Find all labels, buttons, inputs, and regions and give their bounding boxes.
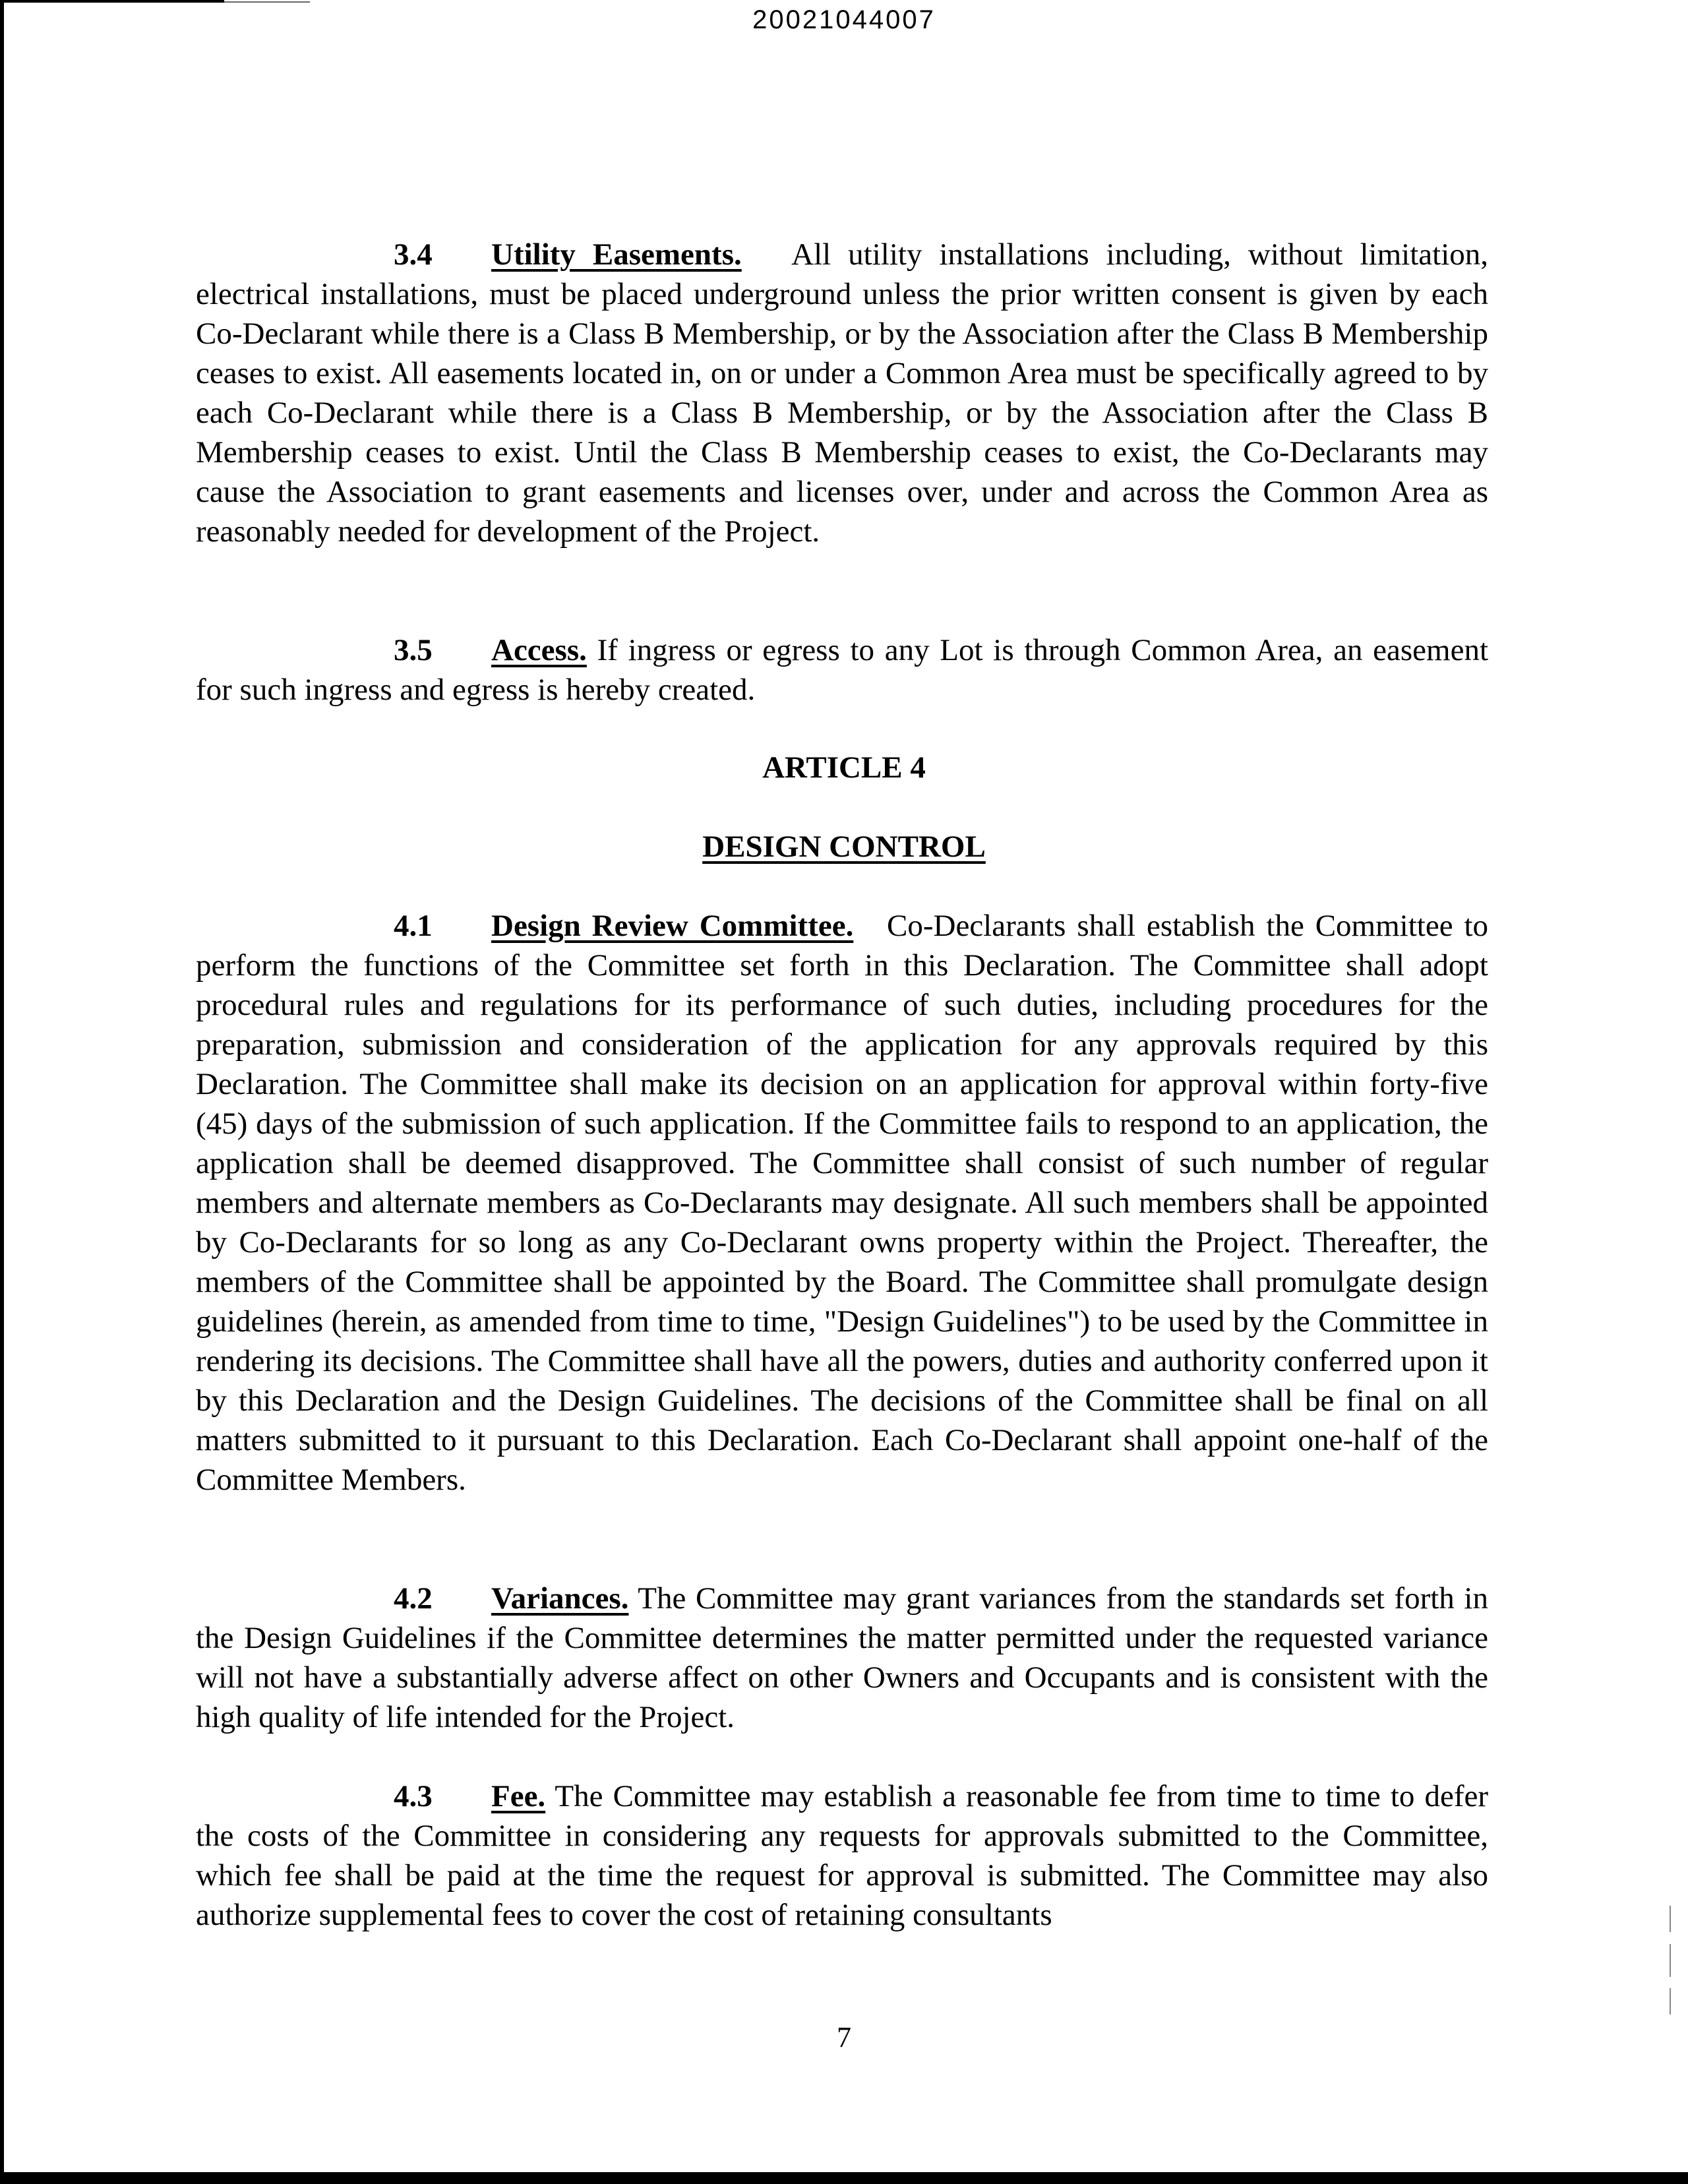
article-subtitle bbox=[0, 827, 1688, 866]
section-heading: Utility Easements. bbox=[491, 237, 742, 272]
section-heading: Fee. bbox=[491, 1779, 546, 1813]
section-3-5 bbox=[196, 630, 1488, 710]
section-heading: Access. bbox=[491, 633, 587, 667]
page-number: 7 bbox=[837, 2021, 851, 2053]
section-body: Co-Declarants shall establish the Committee to perform the functions of the Committee set forth in this Declaration. The Committee shall adopt procedural rules and regulations for its performance of such duties, including procedures for the preparation, submission and consideration of the application for any approvals required by this Declaration. The Committee shall make its decision on an application for approval within forty-five (45) days of the submission of such application. If the Committee fails to respond to an application, the application shall be deemed disapproved. The Committee shall consist of such number of regular members and alternate members as Co-Declarants may designate. All such members shall be appointed by Co-Declarants for so long as any Co-Declarant owns property within the Project. Thereafter, the members of the Committee shall be appointed by the Board. The Committee shall promulgate design guidelines (herein, as amended from time to time, "Design Guidelines") to be used by the Committee in rendering its decisions. The Committee shall have all the powers, duties and authority conferred upon it by this Declaration and the Design Guidelines. The decisions of the Committee shall be final on all matters submitted to it pursuant to this Declaration. Each Co-Declarant shall appoint one-half of the Committee Members. bbox=[196, 909, 1489, 1497]
scan-mark bbox=[1670, 1988, 1671, 2015]
section-heading: Design Review Committee. bbox=[491, 909, 854, 943]
section-4-2 bbox=[196, 1579, 1488, 1737]
section-paragraph bbox=[196, 630, 1488, 710]
section-paragraph bbox=[196, 906, 1488, 1500]
scan-border-bottom bbox=[0, 2172, 1688, 2184]
scan-mark bbox=[1670, 1944, 1671, 1977]
section-paragraph bbox=[196, 1776, 1488, 1935]
scan-border-top-faint bbox=[224, 1, 310, 3]
scan-border-left bbox=[0, 0, 4, 2184]
scan-mark bbox=[1670, 1906, 1671, 1932]
section-number: 3.5 bbox=[394, 633, 433, 667]
scan-border-top bbox=[0, 0, 224, 3]
section-paragraph bbox=[196, 1579, 1488, 1737]
section-4-3 bbox=[196, 1776, 1488, 1935]
article-title: ARTICLE 4 bbox=[762, 750, 926, 785]
section-body: The Committee may establish a reasonable fee from time to time to defer the costs of the Committee in considering any requests for approvals submitted to the Committee, which fee shall be paid at the time the request for approval is submitted. The Committee may also authorize supplemental fees to cover the cost of retaining consultants bbox=[196, 1779, 1488, 1932]
section-body: If ingress or egress to any Lot is through Common Area, an easement for such ingress and egress is hereby created. bbox=[196, 633, 1489, 707]
section-body: The Committee may grant variances from the standards set forth in the Design Guidelines if the Committee determines the matter permitted under the requested variance will not have a substantially adverse affect on other Owners and Occupants and is consistent with the high quality of life intended for the Project. bbox=[196, 1581, 1488, 1734]
section-number: 4.1 bbox=[394, 909, 433, 943]
article-subtitle-text: DESIGN CONTROL bbox=[702, 830, 986, 864]
section-number: 4.3 bbox=[394, 1779, 433, 1813]
section-3-4 bbox=[196, 235, 1488, 551]
section-4-1 bbox=[196, 906, 1488, 1500]
section-number: 4.2 bbox=[394, 1581, 433, 1616]
section-number: 3.4 bbox=[394, 237, 433, 272]
section-paragraph bbox=[196, 235, 1488, 551]
section-body: All utility installations including, without limitation, electrical installations, must be placed underground unless the prior written consent is given by each Co-Declarant while there is a Class B Membership, or by the Association after the Class B Membership ceases to exist. All easements located in, on or under a Common Area must be specifically agreed to by each Co-Declarant while there is a Class B Membership, or by the Association after the Class B Membership ceases to exist. Until the Class B Membership ceases to exist, the Co-Declarants may cause the Association to grant easements and licenses over, under and across the Common Area as reasonably needed for development of the Project. bbox=[196, 237, 1488, 549]
document-id: 20021044007 bbox=[752, 5, 936, 34]
section-heading: Variances. bbox=[491, 1581, 629, 1616]
